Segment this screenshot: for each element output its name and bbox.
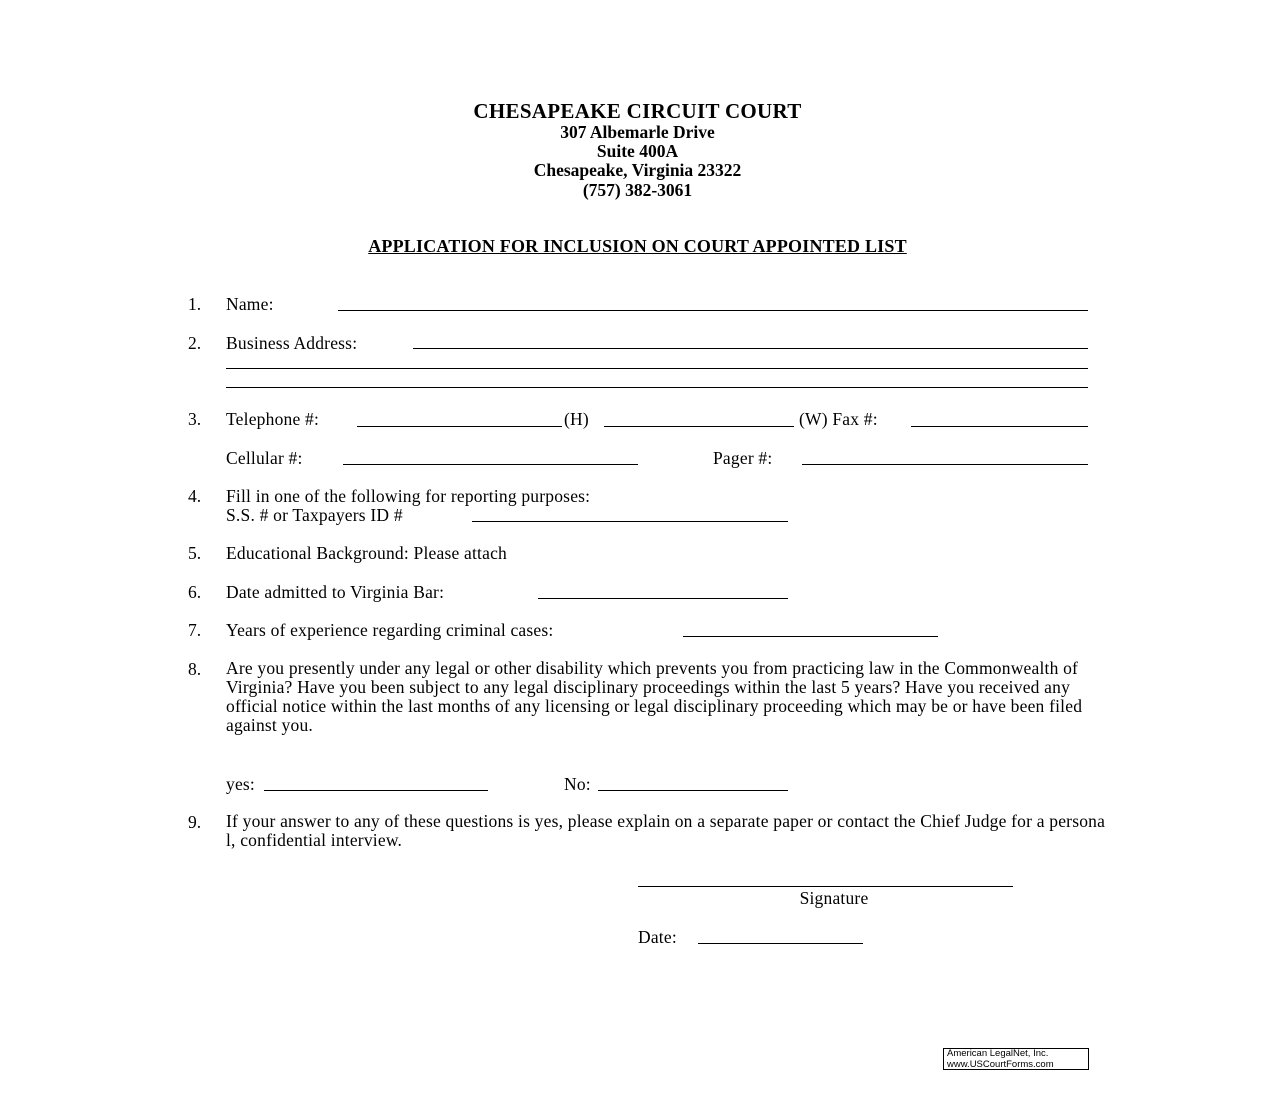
court-phone: (757) 382-3061 [582, 180, 693, 200]
cellular-field[interactable] [343, 464, 638, 465]
name-label: Name: [226, 294, 274, 314]
telephone-work-field[interactable] [604, 426, 794, 427]
business-address-field-3[interactable] [226, 387, 1088, 388]
reporting-instruction: Fill in one of the following for reporting purposes: [226, 486, 591, 506]
yes-field[interactable] [264, 790, 488, 791]
telephone-label: Telephone #: [226, 409, 320, 429]
item-number-2: 2. [188, 333, 202, 353]
date-label: Date: [638, 927, 677, 947]
item-number-7: 7. [188, 620, 202, 640]
pager-field[interactable] [802, 464, 1088, 465]
signature-field[interactable] [638, 886, 1013, 887]
no-label: No: [564, 774, 591, 794]
business-address-field-1[interactable] [413, 348, 1088, 349]
experience-field[interactable] [683, 636, 938, 637]
experience-label: Years of experience regarding criminal cases: [226, 620, 554, 640]
address-line-3: Chesapeake, Virginia 23322 [533, 160, 742, 180]
education-label: Educational Background: Please attach [226, 543, 507, 563]
telephone-home-field[interactable] [357, 426, 562, 427]
signature-label: Signature [799, 888, 869, 908]
business-address-field-2[interactable] [226, 368, 1088, 369]
pager-label: Pager #: [713, 448, 773, 468]
item-number-6: 6. [188, 582, 202, 602]
no-field[interactable] [598, 790, 788, 791]
bar-date-field[interactable] [538, 598, 788, 599]
work-fax-label: (W) Fax #: [799, 409, 878, 429]
publisher-name: American LegalNet, Inc. [947, 1048, 1049, 1059]
item-number-3: 3. [188, 409, 202, 429]
home-label: (H) [564, 409, 589, 429]
item-number-4: 4. [188, 486, 202, 506]
publisher-box [943, 1048, 1089, 1070]
bar-date-label: Date admitted to Virginia Bar: [226, 582, 445, 602]
explanation-instruction: If your answer to any of these questions is yes, please explain on a separate paper or contact the Chief Judge for a persona l, confidential interview. [226, 811, 1106, 850]
yes-label: yes: [226, 774, 255, 794]
name-field[interactable] [338, 310, 1088, 311]
address-line-2: Suite 400A [596, 141, 679, 161]
date-field[interactable] [698, 943, 863, 944]
item-number-1: 1. [188, 294, 202, 314]
tax-id-label: S.S. # or Taxpayers ID # [226, 505, 403, 525]
publisher-url[interactable]: www.USCourtForms.com [947, 1058, 1054, 1070]
tax-id-field[interactable] [472, 521, 788, 522]
cellular-label: Cellular #: [226, 448, 303, 468]
court-name: CHESAPEAKE CIRCUIT COURT [473, 99, 802, 123]
item-number-5: 5. [188, 543, 202, 563]
item-number-8: 8. [188, 659, 202, 679]
item-number-9: 9. [188, 812, 202, 832]
disability-question: Are you presently under any legal or other disability which prevents you from practicing law in the Commonwealth of Virginia? Have you been subject to any legal disciplinary proceedings within the last 5 years? Have you received any official notice within the last months of any licensing or legal disciplinary proceeding which may be or have been filed against you. [226, 658, 1083, 735]
fax-field[interactable] [911, 426, 1088, 427]
business-address-label: Business Address: [226, 333, 358, 353]
address-line-1: 307 Albemarle Drive [560, 122, 715, 142]
form-title: APPLICATION FOR INCLUSION ON COURT APPOINTED LIST [368, 236, 907, 256]
